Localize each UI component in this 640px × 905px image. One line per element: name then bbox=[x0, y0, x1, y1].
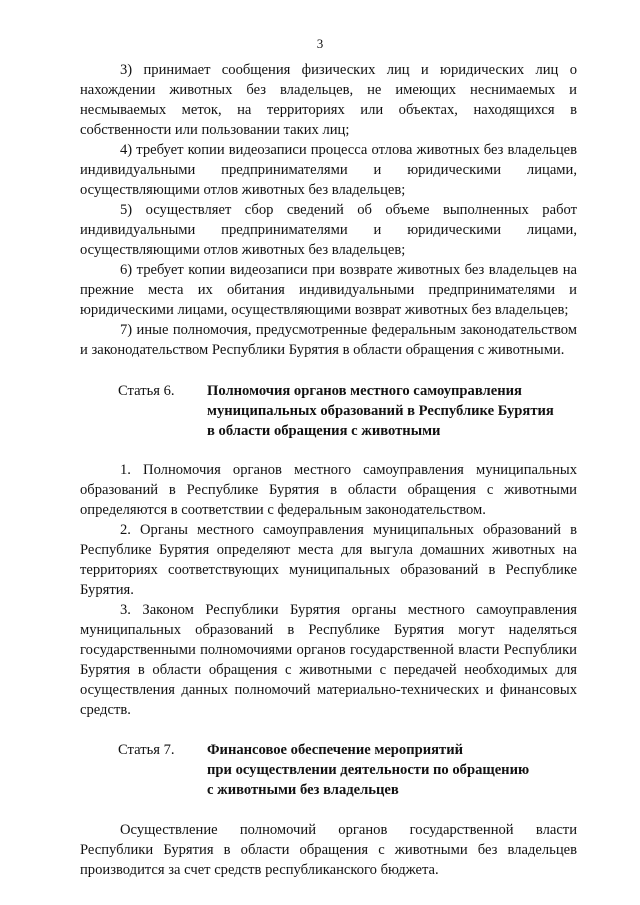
article-6-body bbox=[80, 460, 577, 720]
article-7-body bbox=[80, 820, 577, 880]
article-7-paragraph: Осуществление полномочий органов государственной власти Республики Бурятия в области обращения с животными без владельцев производится за счет средств республиканского бюджета. bbox=[80, 822, 577, 878]
list-item: 5) осуществляет сбор сведений об объеме выполненных работ индивидуальными предпринимателями и юридическими лицами, осуществляющими отлов животных без владельцев; bbox=[80, 202, 577, 258]
page-number: 3 bbox=[316, 36, 324, 51]
list-item: 7) иные полномочия, предусмотренные федеральным законодательством и законодательством Республики Бурятия в области обращения с животными. bbox=[80, 322, 577, 358]
list-item: 6) требует копии видеозаписи при возврате животных без владельцев на прежние места их обитания индивидуальными предпринимателями и юридическими лицами, осуществляющими возврат животных без владельцев; bbox=[80, 262, 577, 318]
article-6-title: Полномочия органов местного самоуправления муниципальных образований в Республике Бурятия в области обращения с животными bbox=[207, 383, 554, 439]
article-7-label: Статья 7. bbox=[118, 742, 175, 758]
list-item: 4) требует копии видеозаписи процесса отлова животных без владельцев индивидуальными предпринимателями и юридическими лицами, осуществляющими отлов животных без владельцев; bbox=[80, 142, 577, 198]
document-body bbox=[80, 60, 577, 880]
article-6-paragraph: 2. Органы местного самоуправления муниципальных образований в Республике Бурятия определяют места для выгула домашних животных на территориях соответствующих муниципальных образований в Республике Бурятия. bbox=[80, 522, 577, 598]
article-6-heading bbox=[80, 381, 577, 441]
powers-list bbox=[80, 60, 577, 360]
article-7-heading bbox=[80, 740, 577, 800]
list-item: 3) принимает сообщения физических лиц и юридических лиц о нахождении животных без владельцев, не имеющих неснимаемых и несмываемых меток, на территориях или объектах, находящихся в собственности или пользовании таких лиц; bbox=[80, 62, 577, 138]
article-6-label: Статья 6. bbox=[118, 383, 175, 399]
article-7-title: Финансовое обеспечение мероприятий при осуществлении деятельности по обращению с животными без владельцев bbox=[207, 742, 530, 798]
article-6-paragraph: 3. Законом Республики Бурятия органы местного самоуправления муниципальных образований в Республике Бурятия могут наделяться государственными полномочиями органов государственной власти Республики Бурятия в области обращения с животными с передачей необходимых для осуществления данных полномочий материально-технических и финансовых средств. bbox=[80, 602, 577, 718]
article-6-paragraph: 1. Полномочия органов местного самоуправления муниципальных образований в Республике Бурятия в области обращения с животными определяются в соответствии с федеральным законодательством. bbox=[80, 462, 577, 518]
